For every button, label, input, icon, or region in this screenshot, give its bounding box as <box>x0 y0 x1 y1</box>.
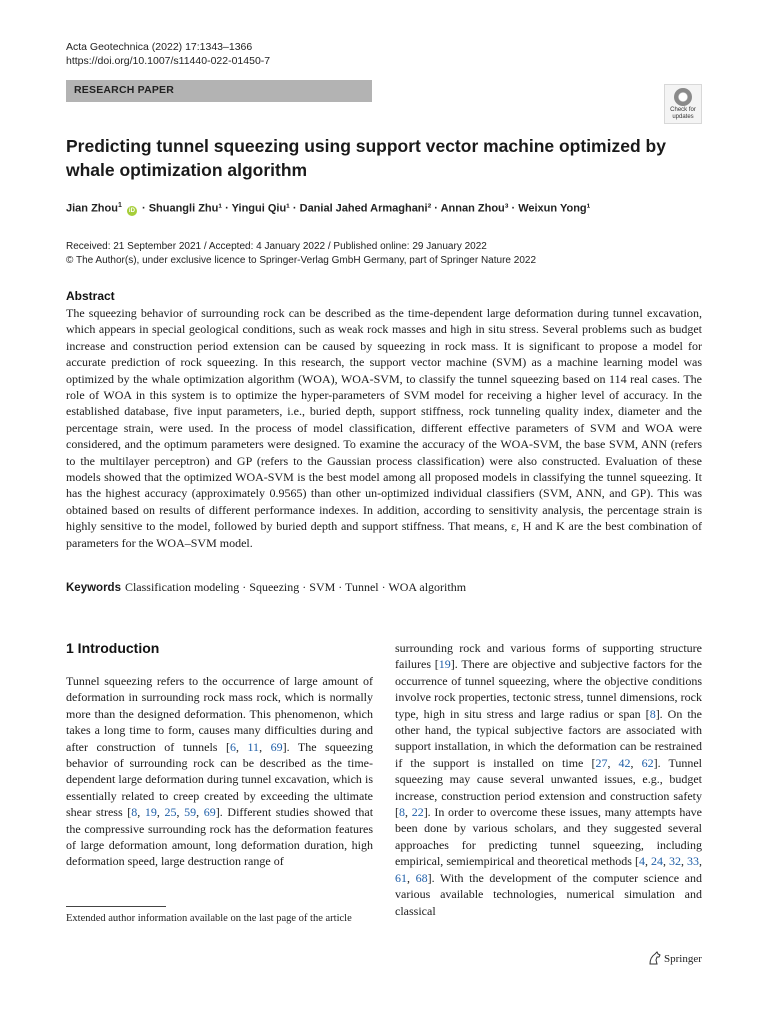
introduction-heading: 1 Introduction <box>66 640 160 656</box>
intro-text: ]. There are objective and subjective factors for the occurrence of tunnel squeezing, where the objective conditions involve rock properties, tectonic stress, tunnel dimensions, rock type, high in situ stress and large radius or span [ <box>395 657 702 721</box>
intro-text: , <box>644 854 651 869</box>
abstract-text: The squeezing behavior of surrounding rock can be described as the time-dependent large deformation during tunnel excavation, which appears in special geological conditions, such as weak rock masses and high in situ stress. Several problems such as budget increase and construction period extension can be caused by squeezing in rock mass. It is significant to propose a model for accurate prediction of rock squeezing. In this research, the support vector machine (SVM) as a machine learning model was optimized by the whale optimization algorithm (WOA), WOA-SVM, to classify the tunnel squeezing based on 114 real cases. The role of WOA in this system is to optimize the hyper-parameters of SVM model for receiving a higher level of accuracy. In the established database, five input parameters, i.e., buried depth, support stiffness, rock tunneling quality index, diameter and the percentage strain, were used. In the process of model classification, different effective parameters of SVM and WOA were considered, and the optimum parameters were designed. To examine the accuracy of the WOA-SVM, the base SVM, ANN (refers to the multilayer perceptron) and GP (refers to the Gaussian process classification) were also constructed. Evaluation of these models showed that the optimized WOA-SVM is the best model among all proposed models in classifying the tunnel squeezing. It has the highest accuracy (approximately 0.9565) than other un-optimized individual classifiers (SVM, ANN, and GP). This was obtained based on results of different performance indexes. In addition, according to sensitivity analysis, the percentage strain is highly sensitive to the model, followed by buried depth and support stiffness. That means, ε, H and K are the best combination of parameters for the WOA–SVM model. <box>66 306 702 550</box>
article-type-banner <box>66 80 372 102</box>
first-author-affiliation: 1 <box>117 202 122 209</box>
intro-text: Tunnel squeezing refers to the occurrence of large amount of deformation in surrounding rock mass rock, which is normally more than the designed deformation. This phenomenon, which takes a long time to form, causes many difficulties during and after construction of tunnels <box>66 674 373 754</box>
citation-link[interactable]: 68 <box>415 870 428 885</box>
citation-link[interactable]: 19 <box>438 657 451 672</box>
intro-text: , <box>137 805 145 820</box>
article-type-label: RESEARCH PAPER <box>74 84 175 96</box>
citation-link[interactable]: 62 <box>641 755 654 770</box>
citation-link[interactable]: 4 <box>638 854 645 869</box>
intro-text: , <box>662 854 669 869</box>
citation-link[interactable]: 6 <box>229 739 236 754</box>
intro-text: [ <box>225 739 230 754</box>
intro-text: ]. The squeezing behavior of surrounding rock can be described as the time-dependent large deformation during tunnel excavation, which is essentially related to creep created by exceeding the ultimate shear stress [ <box>66 739 374 820</box>
intro-text: surrounding rock and various forms of supporting structure failures [ <box>395 641 702 672</box>
citation-link[interactable]: 8 <box>649 706 656 721</box>
badge-line-1: Check for <box>670 107 696 113</box>
intro-text: , <box>156 805 165 820</box>
intro-text: ]. Tunnel squeezing may cause several unwanted issues, e.g., budget increase, construction period extension and construction safety [ <box>395 755 703 820</box>
intro-text: ]. On the other hand, the typical subjective factors are associated with support installation, in which the deformation can be restrained if the support is installed on time [ <box>395 706 702 770</box>
doi-link[interactable]: https://doi.org/10.1007/s11440-022-01450-7 <box>66 55 271 67</box>
intro-right-column <box>395 640 702 919</box>
intro-text: ]. In order to overcome these issues, many attempts have been done by various scholars, and they suggested several approaches for predicting tunnel squeezing, including empirical, semiempirical and theoretical methods [ <box>395 805 703 869</box>
citation-link[interactable]: 27 <box>595 755 608 770</box>
citation-link[interactable]: 24 <box>650 854 663 869</box>
footnote: Extended author information available on the last page of the article <box>66 913 352 924</box>
citation-link[interactable]: 19 <box>144 805 157 820</box>
springer-horse-icon <box>648 951 661 965</box>
citation-link[interactable]: 11 <box>247 739 260 754</box>
paper-title: Predicting tunnel squeezing using support vector machine optimized by whale optimization algorithm <box>66 136 666 180</box>
footnote-divider <box>66 906 166 907</box>
intro-text: ]. With the development of the computer science and various available technologies, numerical simulation and classical <box>395 870 702 918</box>
citation-link[interactable]: 42 <box>618 755 631 770</box>
intro-text: , <box>176 805 185 820</box>
publication-dates <box>66 240 726 268</box>
publisher-name: Springer <box>664 953 702 965</box>
citation-link[interactable]: 69 <box>203 805 216 820</box>
journal-citation: Acta Geotechnica (2022) 17:1343–1366 <box>66 41 253 53</box>
keywords <box>66 580 702 595</box>
intro-text: , <box>259 739 271 754</box>
intro-text: , <box>607 755 619 770</box>
intro-text: ]. Different studies showed that the compressive surrounding rock has the deformation features of large deformation amount, long deformation duration, high deformation speed, large destruction range of <box>66 805 374 869</box>
intro-text: , <box>407 870 416 885</box>
keywords-list: Classification modeling · Squeezing · SVM · Tunnel · WOA algorithm <box>124 580 467 594</box>
intro-text: , <box>681 854 688 869</box>
intro-text: , <box>235 739 248 754</box>
copyright-line: © The Author(s), under exclusive licence to Springer-Verlag GmbH Germany, part of Springer Nature 2022 <box>66 255 536 266</box>
citation-link[interactable]: 59 <box>184 805 197 820</box>
citation-link[interactable]: 25 <box>164 805 177 820</box>
citation-link[interactable]: 8 <box>399 805 405 820</box>
citation-link[interactable]: 69 <box>270 739 283 754</box>
check-updates-icon <box>674 88 692 106</box>
intro-left-column <box>66 673 373 870</box>
first-author[interactable]: Jian Zhou <box>66 202 118 215</box>
check-for-updates-badge[interactable] <box>664 84 702 124</box>
citation-link[interactable]: 22 <box>411 805 424 820</box>
citation-link[interactable]: 32 <box>669 854 681 869</box>
badge-line-2: updates <box>672 113 694 120</box>
other-authors: · Shuangli Zhu¹ · Yingui Qiu¹ · Danial Jahed Armaghani² · Annan Zhou³ · Weixun Yong¹ <box>138 202 591 215</box>
author-list <box>66 202 746 216</box>
check-updates-text <box>665 107 701 120</box>
publisher-logo <box>648 951 702 965</box>
citation-link[interactable]: 61 <box>395 870 407 885</box>
journal-info <box>66 40 270 68</box>
orcid-icon[interactable]: iD <box>128 207 135 214</box>
citation-link[interactable]: 8 <box>131 805 138 820</box>
date-history: Received: 21 September 2021 / Accepted: 4 January 2022 / Published online: 29 January 2022 <box>66 241 487 252</box>
intro-text: , <box>699 854 703 869</box>
intro-text: , <box>405 805 412 820</box>
keywords-label: Keywords <box>66 582 121 594</box>
citation-link[interactable]: 33 <box>687 854 700 869</box>
abstract-heading: Abstract <box>66 289 115 303</box>
intro-text: , <box>630 755 642 770</box>
intro-text: , <box>196 805 204 820</box>
